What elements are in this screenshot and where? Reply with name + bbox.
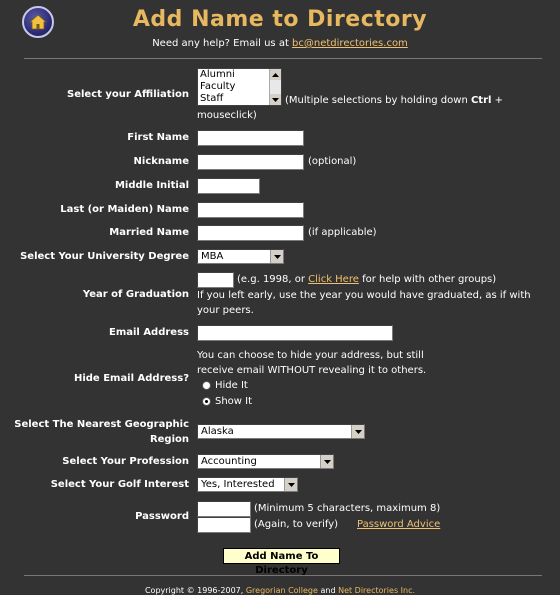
married-name-note: (if applicable)	[308, 227, 377, 238]
click-here-link[interactable]: Click Here	[308, 274, 359, 285]
golf-label: Select Your Golf Interest	[50, 479, 189, 490]
help-prefix: Need any help? Email us at	[152, 38, 293, 49]
affiliation-note-line2: mouseclick)	[197, 110, 257, 121]
golf-selected-value: Yes, Interested	[201, 479, 275, 490]
middle-initial-label: Middle Initial	[114, 180, 189, 191]
golf-select[interactable]	[197, 477, 298, 492]
region-label: Select The Nearest Geographic Region	[14, 419, 189, 445]
copyright-footer	[0, 586, 560, 595]
graduation-note-prefix: (e.g. 1998, or	[237, 274, 309, 285]
email-label: Email Address	[108, 327, 189, 338]
graduation-help-line2: your peers.	[197, 305, 254, 316]
scroll-up-icon[interactable]	[270, 69, 281, 80]
degree-selected-value: MBA	[201, 251, 224, 262]
nickname-label: Nickname	[133, 156, 189, 167]
last-name-label: Last (or Maiden) Name	[60, 204, 189, 215]
nickname-input[interactable]	[197, 154, 304, 170]
net-directories-link[interactable]: Net Directories Inc.	[338, 586, 416, 595]
listbox-scrollbar[interactable]	[269, 69, 281, 105]
add-name-submit-button[interactable]: Add Name To Directory	[223, 548, 340, 564]
graduation-year-input[interactable]	[197, 272, 234, 288]
affiliation-label: Select your Affiliation	[67, 89, 189, 100]
password-verify-note: (Again, to verify)	[254, 519, 339, 530]
degree-select[interactable]	[197, 249, 284, 264]
hide-it-radio[interactable]	[202, 381, 211, 390]
affiliation-option-alumni[interactable]: Alumni	[200, 69, 235, 80]
chevron-down-icon[interactable]	[351, 425, 364, 438]
chevron-down-icon[interactable]	[284, 478, 297, 491]
password-verify-input[interactable]	[197, 517, 251, 533]
profession-select[interactable]	[197, 454, 334, 469]
graduation-label: Year of Graduation	[82, 289, 189, 300]
hide-it-label: Hide It	[215, 380, 248, 391]
top-divider	[24, 58, 542, 59]
page-title: Add Name to Directory	[132, 7, 428, 32]
password-input[interactable]	[197, 501, 251, 517]
ctrl-key-text: Ctrl	[470, 95, 492, 106]
married-name-input[interactable]	[197, 225, 304, 241]
graduation-help-line1: If you left early, use the year you would have graduated, as if with	[197, 290, 531, 301]
affiliation-listbox[interactable]	[197, 68, 282, 106]
scroll-down-icon[interactable]	[270, 94, 281, 105]
bottom-divider	[24, 575, 542, 576]
show-it-radio[interactable]	[202, 397, 211, 406]
first-name-input[interactable]	[197, 130, 304, 146]
gregorian-college-link[interactable]: Gregorian College	[245, 586, 318, 595]
profession-label: Select Your Profession	[62, 456, 189, 467]
help-email-link[interactable]: bc@netdirectories.com	[292, 38, 408, 49]
graduation-note-suffix: for help with other groups)	[358, 274, 497, 285]
region-select[interactable]	[197, 424, 365, 439]
middle-initial-input[interactable]	[197, 178, 260, 194]
affiliation-note	[285, 93, 503, 108]
profession-selected-value: Accounting	[201, 456, 257, 467]
chevron-down-icon[interactable]	[270, 250, 283, 263]
password-advice-link[interactable]: Password Advice	[357, 519, 441, 530]
copyright-and: and	[317, 586, 339, 595]
region-selected-value: Alaska	[201, 426, 234, 437]
help-text	[0, 38, 560, 49]
affiliation-note-suffix: +	[491, 95, 504, 106]
affiliation-option-faculty[interactable]: Faculty	[200, 81, 236, 92]
degree-label: Select Your University Degree	[20, 251, 189, 262]
affiliation-option-staff[interactable]: Staff	[200, 93, 224, 104]
hide-email-label: Hide Email Address?	[73, 373, 189, 384]
password-note: (Minimum 5 characters, maximum 8)	[254, 503, 441, 514]
hide-email-info-line2: receive email WITHOUT revealing it to others.	[197, 365, 427, 376]
nickname-note: (optional)	[308, 156, 357, 167]
show-it-label: Show It	[215, 396, 253, 407]
affiliation-note-prefix: (Multiple selections by holding down	[285, 95, 471, 106]
chevron-down-icon[interactable]	[320, 455, 333, 468]
last-name-input[interactable]	[197, 202, 304, 218]
graduation-note	[237, 272, 496, 287]
hide-email-info-line1: You can choose to hide your address, but still	[197, 350, 424, 361]
copyright-prefix: Copyright © 1996-2007,	[144, 586, 246, 595]
married-name-label: Married Name	[109, 227, 189, 238]
email-input[interactable]	[197, 325, 393, 341]
password-label: Password	[135, 511, 189, 522]
first-name-label: First Name	[127, 132, 189, 143]
